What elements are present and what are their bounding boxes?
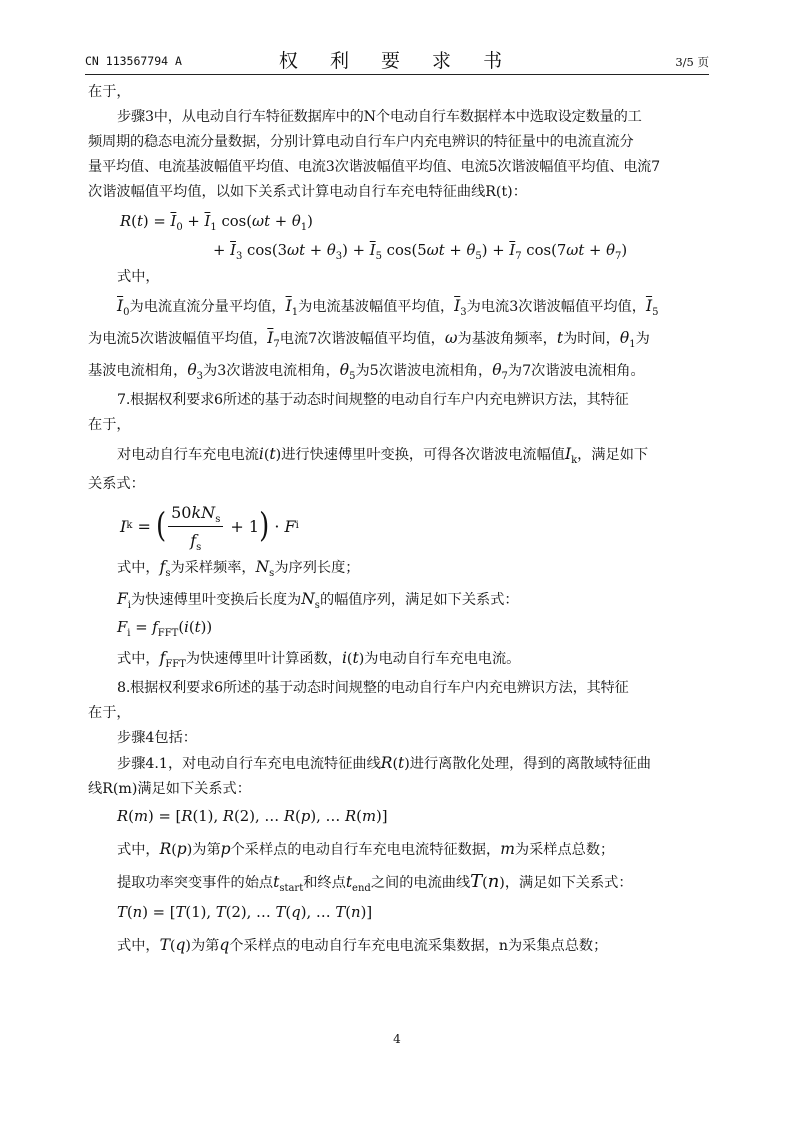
header-rule — [85, 74, 709, 75]
text-line: 在于， — [88, 417, 131, 433]
definition-line: 基波电流相角，$\theta_3$为3次谐波电流相角，$\theta_5$为5次谐波电流相角，$\theta_7$为7次谐波电流相角。 — [88, 361, 645, 382]
text-line: 步骤4包括： — [117, 730, 197, 746]
text-line: 式中，$f_{FFT}$为快速傅里叶计算函数，i(t)为电动自行车充电电流。 — [117, 649, 521, 670]
text-line: 在于， — [88, 705, 131, 721]
text-line: 步骤3中，从电动自行车特征数据库中的N个电动自行车数据样本中选取设定数量的工 — [117, 109, 642, 125]
text-line: 式中，R(p)为第p个采样点的电动自行车充电电流特征数据，m为采样点总数； — [117, 840, 615, 858]
text-line: 次谐波幅值平均值，以如下关系式计算电动自行车充电特征曲线R(t)： — [88, 184, 527, 200]
formula-fi: $F_i = f_{FFT}(i(t))$ — [117, 619, 213, 639]
text-line: 步骤4.1，对电动自行车充电电流特征曲线R(t)进行离散化处理，得到的离散域特征曲 — [117, 754, 651, 772]
text-line: 关系式： — [88, 476, 145, 492]
definition-line: 为电流5次谐波幅值平均值，$\overline{I}_7$电流7次谐波幅值平均值，ω为基波角频率，t为时间，$\theta_1$为 — [88, 329, 650, 350]
text-line: 7.根据权利要求6所述的基于动态时间规整的电动自行车户内充电辨识方法，其特征 — [117, 392, 629, 408]
text-line: 对电动自行车充电电流i(t)进行快速傅里叶变换，可得各次谐波电流幅值$I_k$，满足如下 — [117, 445, 649, 466]
formula-r-t-line1: $R(t) = \overline{I}_0 + \overline{I}_1$ $\cos(\omega t + \theta_1)$ — [120, 213, 313, 233]
text-line: 频周期的稳态电流分量数据，分别计算电动自行车户内充电辨识的特征量中的电流直流分 — [88, 134, 634, 150]
formula-r-t-line2: + $\overline{I}_3$ $\cos(3\omega t + \theta_3) + \overline{I}_5$ $\cos(5\omega t + \theta_5) + \overline{I}_7$ $\cos(7\omega t + \theta_7)$ — [213, 242, 628, 262]
doc-title: 权 利 要 求 书 — [278, 50, 516, 72]
page-indicator: 3/5 页 — [675, 55, 709, 69]
doc-number: CN 113567794 A — [85, 54, 182, 68]
text-line: 8.根据权利要求6所述的基于动态时间规整的电动自行车户内充电辨识方法，其特征 — [117, 680, 629, 696]
formula-rm: R(m) = [R(1), R(2), … R(p), … R(m)] — [117, 808, 388, 825]
text-line: 式中，$f_s$为采样频率，$N_s$为序列长度； — [117, 558, 360, 579]
formula-tn: T(n) = [T(1), T(2), … T(q), … T(n)] — [117, 904, 373, 921]
text-line: 提取功率突变事件的始点$t_{start}$和终点$t_{end}$之间的电流曲线T(n)，满足如下关系式： — [117, 871, 633, 894]
claims-body — [88, 80, 706, 959]
text-line: 式中， — [117, 269, 160, 285]
definition-line: $\overline{I}_0$为电流直流分量平均值，$\overline{I}_1$为电流基波幅值平均值，$\overline{I}_3$为电流3次谐波幅值平均值，$\overline{I}_5$ — [117, 297, 659, 318]
text-line: 式中，T(q)为第q个采样点的电动自行车充电电流采集数据，n为采集点总数； — [117, 936, 608, 954]
formula-ik: I k = ( $\frac{50kN_s}{f_s}$ + 1 ) · F i — [88, 497, 706, 555]
page-number: 4 — [393, 1032, 401, 1046]
text-line: 在于， — [88, 84, 131, 100]
text-line: $F_i$为快速傅里叶变换后长度为$N_s$的幅值序列，满足如下关系式： — [117, 590, 519, 611]
text-line: 量平均值、电流基波幅值平均值、电流3次谐波幅值平均值、电流5次谐波幅值平均值、电流7 — [88, 159, 660, 175]
text-line: 线R(m)满足如下关系式： — [88, 781, 251, 797]
